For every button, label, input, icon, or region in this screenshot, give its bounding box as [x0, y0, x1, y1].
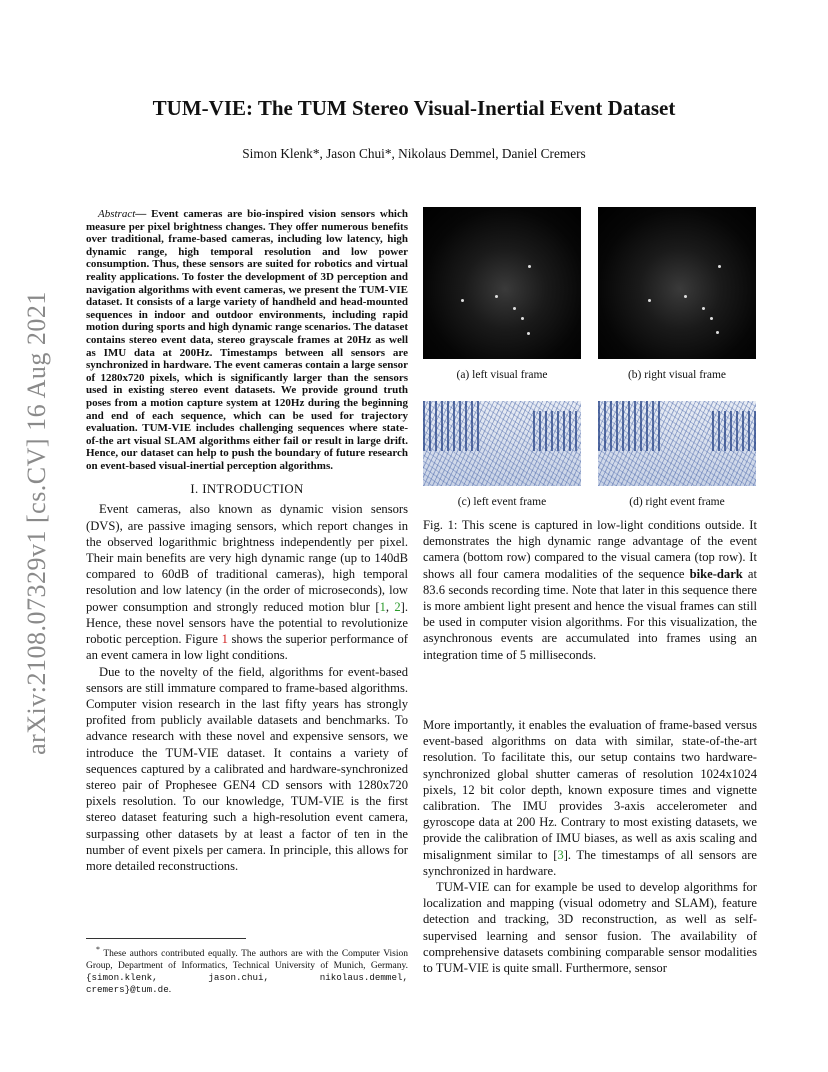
author-emails[interactable]: {simon.klenk, jason.chui, nikolaus.demmel, cremers}@tum.de — [86, 971, 408, 996]
footnote — [86, 944, 408, 997]
left-visual-frame-image — [423, 207, 581, 359]
citation-1[interactable]: 1 — [379, 599, 386, 614]
footnote-rule — [86, 938, 246, 939]
intro-p1-text-c: shows the superior performance of an event camera in low light conditions. — [86, 632, 408, 663]
right-paragraph-1 — [423, 717, 757, 879]
figure-c — [423, 401, 581, 508]
figure-caption-text-a: Fig. 1: This scene is captured in low-light conditions outside. It demonstrates the high dynamic range advantage of the event camera (bottom row) compared to the visual camera (top row). It shows all four camera modalities of the sequence — [423, 518, 757, 581]
footnote-text: These authors contributed equally. The authors are with the Computer Vision Group, Department of Informatics, Technical University of Munich, Germany. — [86, 949, 408, 971]
figure-d — [598, 401, 756, 508]
subcaption-a: (a) left visual frame — [456, 369, 548, 381]
right-column — [423, 717, 757, 976]
intro-paragraph-2: Due to the novelty of the field, algorithms for event-based sensors are still immature compared to frame-based algorithms. Computer vision research in the last fifty years has strongly profited from publicly available datasets and benchmarks. To advance research with these novel and expensive sensors, we introduce the TUM-VIE dataset. It contains a variety of sequences captured by a calibrated and hardware-synchronized stereo pair of Prophesee GEN4 CD sensors with 1280x720 pixels resolution. To our knowledge, TUM-VIE is the first stereo dataset featuring such a high-resolution event camera, surpassing other datasets by at least a factor of ten in the number of event pixels per camera. In principle, this allows for more detailed reconstructions. — [86, 664, 408, 873]
arxiv-stamp-text: arXiv:2108.07329v1 [cs.CV] 16 Aug 2021 — [22, 291, 52, 755]
figure-ref-1[interactable]: 1 — [221, 632, 228, 647]
abstract-label: Abstract — [98, 208, 136, 220]
citation-separator: , — [385, 599, 395, 614]
figure-b — [598, 207, 756, 381]
figure-caption-text-b: at 83.6 seconds recording time. Note that later in this sequence there is more ambient light present and hence the visual frames can still be used in computer vision algorithms. For this visualization, the asynchronous events are accumulated into frames using an integration time of 5 milliseconds. — [423, 566, 757, 662]
figure-caption — [423, 517, 757, 663]
subcaption-d: (d) right event frame — [629, 496, 725, 508]
paper-authors: Simon Klenk*, Jason Chui*, Nikolaus Demmel, Daniel Cremers — [242, 146, 586, 161]
citation-2[interactable]: 2 — [394, 599, 401, 614]
arxiv-stamp — [22, 285, 52, 761]
right-p1-text-a: More importantly, it enables the evaluation of frame-based versus event-based algorithms on data with similar, state-of-the-art resolution. To facilitate this, our setup contains two hardware-synchronized global shutter cameras of resolution 1024x1024 pixels, 12 bit color depth, known exposure times and vignette calibration. The IMU provides 3-axis accelerometer and gyroscope data at 200 Hz. Contrary to most existing datasets, we provide the calibration of IMU biases, as well as axis scaling and misalignment similar to [ — [423, 718, 757, 862]
right-paragraph-2: TUM-VIE can for example be used to develop algorithms for localization and mapping (visual odometry and SLAM), feature detection and tracking, 3D reconstruction, as well as self-supervised learning and sensor fusion. The availability of comprehensive datasets combining comparable sensor modalities to TUM-VIE is quite small. Furthermore, sensor — [423, 880, 757, 976]
subcaption-b: (b) right visual frame — [627, 369, 727, 381]
subcaption-c: (c) left event frame — [457, 496, 547, 508]
left-event-frame-image — [423, 401, 581, 486]
intro-p1-text-b: ]. Hence, these novel sensors have the potential to revolutionize robotic perception. Figure — [86, 599, 409, 647]
right-visual-frame-image — [598, 207, 756, 359]
figure-a — [423, 207, 581, 381]
right-event-frame-image — [598, 401, 756, 486]
abstract — [86, 208, 408, 472]
paper-title: TUM-VIE: The TUM Stereo Visual-Inertial Event Dataset — [152, 96, 676, 120]
footnote-block — [86, 944, 408, 997]
right-p1-text-b: ]. The timestamps of all sensors are synchronized in hardware. — [423, 847, 757, 878]
sequence-name: bike-dark — [689, 566, 743, 581]
abstract-text: — Event cameras are bio-inspired vision sensors which measure per pixel brightness changes. They offer numerous benefits over traditional, frame-based cameras, including low latency, high dynamic range, high temporal resolution and low power consumption. Thus, these sensors are suited for robotics and virtual reality applications. To foster the development of 3D perception and navigation algorithms with event cameras, we present the TUM-VIE dataset. It consists of a large variety of handheld and head-mounted sequences in indoor and outdoor environments, including rapid motion during sports and high dynamic range scenarios. The dataset contains stereo event data, stereo grayscale frames at 20Hz as well as IMU data at 200Hz. Timestamps between all sensors are synchronized in hardware. The event cameras contain a large sensor of 1280x720 pixels, which is significantly larger than the sensors used in existing stereo event datasets. We provide ground truth poses from a motion capture system at 120Hz during the beginning and end of each sequence, which can be used for trajectory evaluation. TUM-VIE includes challenging sequences where state-of-the art visual SLAM algorithms either fail or result in large drift. Hence, our dataset can help to push the boundary of future research on event-based visual-inertial perception algorithms. — [86, 208, 408, 472]
footnote-mark: * — [96, 945, 100, 954]
intro-paragraph-1 — [86, 501, 408, 663]
footnote-end: . — [168, 985, 172, 996]
left-column — [86, 208, 408, 874]
citation-3[interactable]: 3 — [557, 847, 564, 862]
intro-p1-text-a: Event cameras, also known as dynamic vision sensors (DVS), are passive imaging sensors, which report changes in the observed logarithmic brightness independently per pixel. Their main benefits are very high dynamic range (up to 140dB compared to 60dB of traditional cameras), high temporal resolution and low latency (in the order of microseconds), low power consumption and strongly reduced motion blur [ — [86, 502, 408, 614]
section-introduction-heading: I. INTRODUCTION — [190, 482, 304, 497]
